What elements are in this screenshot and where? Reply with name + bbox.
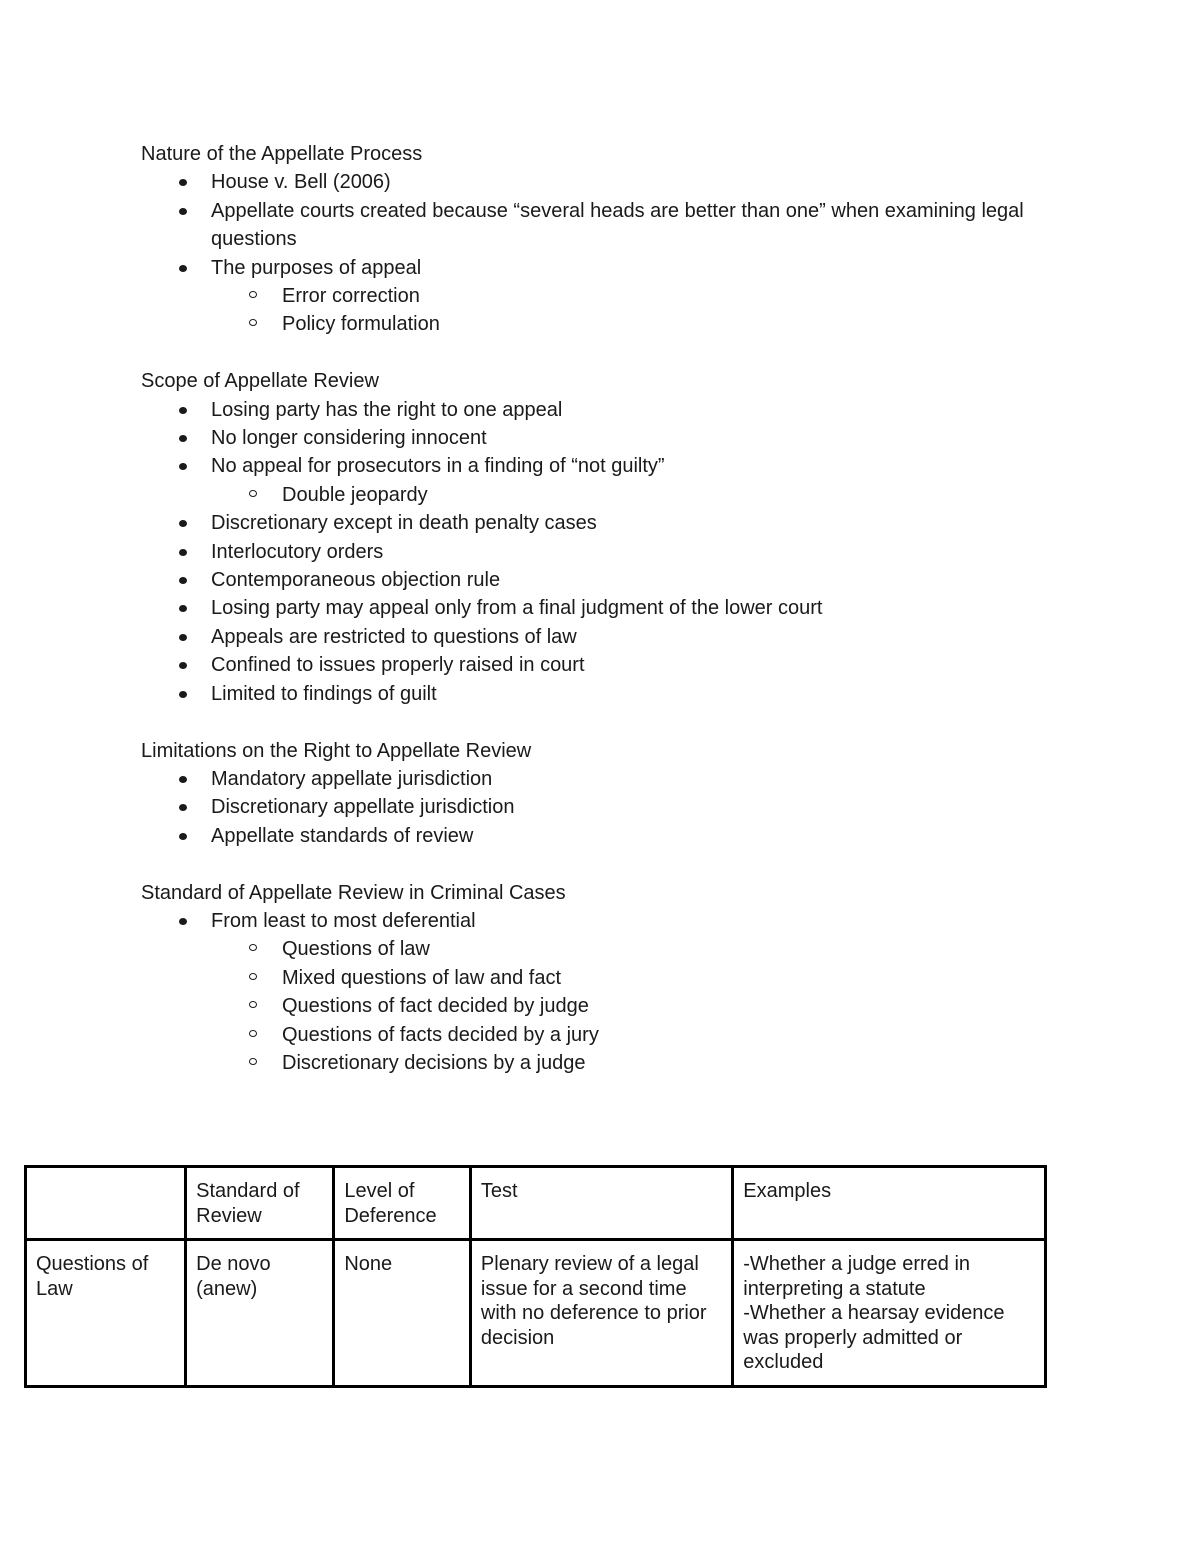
sub-list-item — [211, 310, 1101, 338]
example-line: -Whether a judge erred in interpreting a statute — [743, 1253, 971, 1300]
list-item — [141, 594, 1101, 622]
bullet-list — [141, 168, 1101, 338]
list-item — [141, 793, 1101, 821]
list-item — [141, 254, 1101, 339]
table-row — [26, 1240, 1046, 1387]
table-cell-deference: None — [334, 1240, 471, 1387]
section-scope — [141, 367, 1101, 708]
bullet-icon — [179, 208, 187, 215]
table-header-cell: Examples — [733, 1167, 1046, 1240]
bullet-icon — [179, 265, 187, 272]
list-item — [141, 538, 1101, 566]
bullet-list — [141, 907, 1101, 1077]
bullet-icon — [179, 833, 187, 840]
section-title: Standard of Appellate Review in Criminal Cases — [141, 881, 566, 904]
list-item — [141, 623, 1101, 651]
list-item-text: Limited to findings of guilt — [211, 682, 437, 705]
sub-list-item-text: Questions of fact decided by judge — [282, 995, 589, 1018]
sub-list-item — [211, 282, 1101, 310]
hollow-bullet-icon — [249, 944, 257, 951]
bullet-icon — [179, 804, 187, 811]
bullet-icon — [179, 918, 187, 925]
list-item-text: Discretionary except in death penalty cases — [211, 512, 597, 535]
list-item-text: Discretionary appellate jurisdiction — [211, 796, 515, 819]
list-item-text: Contemporaneous objection rule — [211, 569, 501, 592]
hollow-bullet-icon — [249, 319, 257, 326]
hollow-bullet-icon — [249, 1030, 257, 1037]
bullet-icon — [179, 549, 187, 556]
sub-list-item-text: Questions of law — [282, 938, 430, 961]
list-item — [141, 396, 1101, 424]
bullet-icon — [179, 662, 187, 669]
hollow-bullet-icon — [249, 1058, 257, 1065]
sub-list-item-text: Mixed questions of law and fact — [282, 966, 562, 989]
list-item — [141, 765, 1101, 793]
sub-bullet-list — [211, 481, 1101, 509]
table-cell-category: Questions of Law — [26, 1240, 186, 1387]
bullet-list — [141, 396, 1101, 708]
example-line: -Whether a hearsay evidence was properly admitted or excluded — [743, 1302, 1005, 1373]
sub-list-item — [211, 1049, 1101, 1077]
list-item-text: The purposes of appeal — [211, 256, 422, 279]
section-title: Scope of Appellate Review — [141, 370, 379, 393]
sub-list-item — [211, 935, 1101, 963]
sub-list-item-text: Discretionary decisions by a judge — [282, 1051, 586, 1074]
hollow-bullet-icon — [249, 1001, 257, 1008]
sub-list-item — [211, 481, 1101, 509]
list-item — [141, 168, 1101, 196]
bullet-list — [141, 765, 1101, 850]
list-item — [141, 907, 1101, 1077]
table-header-cell: Level of Deference — [334, 1167, 471, 1240]
list-item-text: Losing party has the right to one appeal — [211, 398, 563, 421]
standards-of-review-table — [24, 1165, 1047, 1388]
sub-list-item — [211, 992, 1101, 1020]
table-header-cell — [26, 1167, 186, 1240]
list-item-text: Appeals are restricted to questions of law — [211, 625, 577, 648]
bullet-icon — [179, 691, 187, 698]
bullet-icon — [179, 776, 187, 783]
list-item — [141, 822, 1101, 850]
hollow-bullet-icon — [249, 291, 257, 298]
bullet-icon — [179, 179, 187, 186]
list-item — [141, 651, 1101, 679]
hollow-bullet-icon — [249, 973, 257, 980]
section-nature — [141, 140, 1101, 339]
list-item — [141, 452, 1101, 509]
list-item — [141, 680, 1101, 708]
list-item-text: No longer considering innocent — [211, 427, 487, 450]
list-item — [141, 197, 1101, 254]
table-header-cell: Test — [470, 1167, 732, 1240]
list-item-text: From least to most deferential — [211, 909, 476, 932]
table-cell-standard: De novo (anew) — [186, 1240, 334, 1387]
bullet-icon — [179, 605, 187, 612]
list-item-text: Appellate courts created because “several heads are better than one” when examining legal questions — [211, 199, 1024, 251]
sub-list-item-text: Questions of facts decided by a jury — [282, 1023, 599, 1046]
sub-list-item-text: Error correction — [282, 285, 420, 308]
sub-list-item — [211, 1021, 1101, 1049]
table-cell-examples — [733, 1240, 1046, 1387]
sub-bullet-list — [211, 935, 1101, 1077]
section-standard — [141, 879, 1101, 1078]
list-item-text: No appeal for prosecutors in a finding of “not guilty” — [211, 455, 665, 478]
list-item-text: Confined to issues properly raised in court — [211, 654, 585, 677]
section-title: Nature of the Appellate Process — [141, 143, 423, 165]
sub-list-item-text: Policy formulation — [282, 313, 440, 336]
list-item-text: House v. Bell (2006) — [211, 171, 391, 194]
list-item-text: Interlocutory orders — [211, 540, 384, 563]
sub-list-item — [211, 964, 1101, 992]
bullet-icon — [179, 634, 187, 641]
bullet-icon — [179, 435, 187, 442]
list-item — [141, 509, 1101, 537]
list-item-text: Appellate standards of review — [211, 824, 474, 847]
sub-bullet-list — [211, 282, 1101, 339]
section-limitations — [141, 737, 1101, 851]
list-item-text: Mandatory appellate jurisdiction — [211, 767, 493, 790]
bullet-icon — [179, 520, 187, 527]
notes-body — [141, 140, 1101, 1106]
bullet-icon — [179, 577, 187, 584]
bullet-icon — [179, 463, 187, 470]
table-header-row — [26, 1167, 1046, 1240]
hollow-bullet-icon — [249, 490, 257, 497]
list-item — [141, 566, 1101, 594]
list-item — [141, 424, 1101, 452]
sub-list-item-text: Double jeopardy — [282, 483, 428, 506]
list-item-text: Losing party may appeal only from a final judgment of the lower court — [211, 597, 823, 620]
table-header-cell: Standard of Review — [186, 1167, 334, 1240]
table-cell-test: Plenary review of a legal issue for a second time with no deference to prior decision — [470, 1240, 732, 1387]
section-title: Limitations on the Right to Appellate Review — [141, 739, 532, 762]
bullet-icon — [179, 407, 187, 414]
